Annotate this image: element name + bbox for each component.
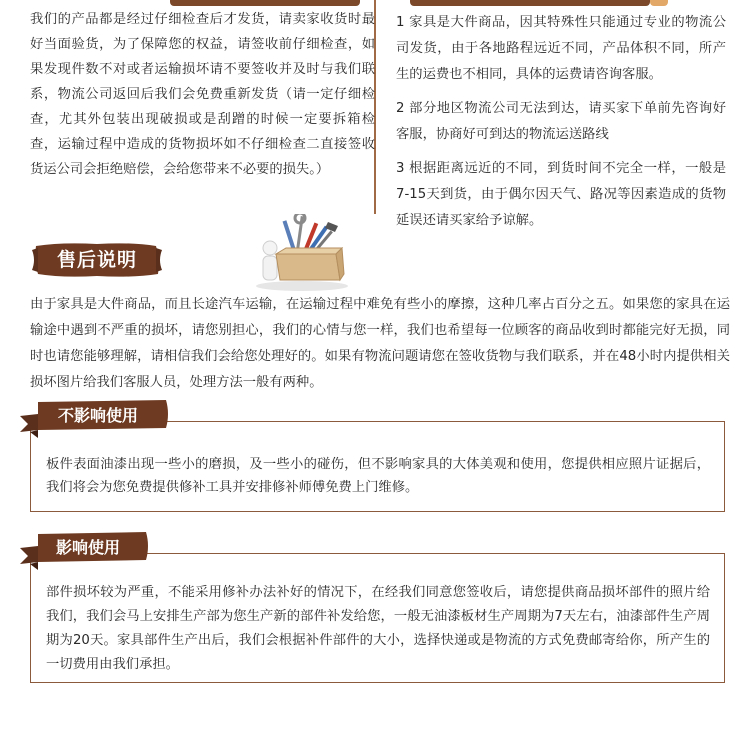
top-tab-right: [410, 0, 650, 6]
top-tab-left: [170, 0, 360, 6]
after-sales-intro: [30, 292, 730, 396]
after-sales-title: 售后说明: [56, 249, 137, 271]
top-tab-right-accent: [650, 0, 668, 6]
toolbox-icon: [252, 214, 354, 292]
delivery-notes: [396, 10, 726, 242]
after-sales-heading: [32, 240, 162, 280]
shipping-notice-text: 我们的产品都是经过仔细检查后才发货，请卖家收货时最好当面验货，为了保障您的权益，请签收前仔细检查，如果发现件数不对或者运输损坏请不要签收并及时与我们联系，物流公司返回后我们会免费重新发货（请一定仔细检查，尤其外包装出现破损或是刮蹭的时候一定要拆箱检查，运输过程中造成的货物损坏如不仔细检查二直接签收货运公司会拒绝赔偿，会给您带来不必要的损失。）: [30, 12, 375, 177]
delivery-note-1: 1 家具是大件商品，因其特殊性只能通过专业的物流公司发货，由于各地路程远近不同，产品体积不同，所产生的运费也不相同，具体的运费请咨询客服。: [396, 15, 726, 82]
major-damage-text: 部件损坏较为严重，不能采用修补办法补好的情况下，在经我们同意您签收后，请您提供商品损坏部件的照片给我们，我们会马上安排生产部为您生产新的部件补发给您，一般无油漆板材生产周期为7天左右，油漆部件生产周期为20天。家具部件生产出后，我们会根据补件部件的大小，选择快递或是物流的方式免费邮寄给你，所产生的一切费用由我们承担。: [46, 585, 710, 672]
shipping-notice: [30, 7, 375, 182]
after-sales-intro-text: 由于家具是大件商品，而且长途汽车运输，在运输过程中难免有些小的摩擦，这种几率占百分之五。如果您的家具在运输途中遇到不严重的损坏，请您别担心，我们的心情与您一样，我们也希望每一位顾客的商品收到时都能完好无损，同时也请您能够理解，请相信我们会给您处理好的。如果有物流问题请您在签收货物与我们联系，并在48小时内提供相关损坏图片给我们客服人员，处理方法一般有两种。: [30, 297, 730, 390]
minor-damage-label: 不影响使用: [57, 406, 138, 425]
delivery-note-3: 3 根据距离远近的不同，到货时间不完全一样，一般是7-15天到货，由于偶尔因天气、路况等因素造成的货物延误还请买家给予谅解。: [396, 161, 726, 228]
delivery-note-2: 2 部分地区物流公司无法到达，请买家下单前先咨询好客服，协商好可到达的物流运送路线: [396, 101, 726, 142]
major-damage-label: 影响使用: [55, 538, 120, 557]
minor-damage-tag: [16, 398, 176, 444]
minor-damage-text: 板件表面油漆出现一些小的磨损，及一些小的碰伤，但不影响家具的大体美观和使用，您提供相应照片证据后，我们将会为您免费提供修补工具并安排修补师傅免费上门维修。: [46, 457, 710, 495]
major-damage-tag: [16, 530, 176, 576]
